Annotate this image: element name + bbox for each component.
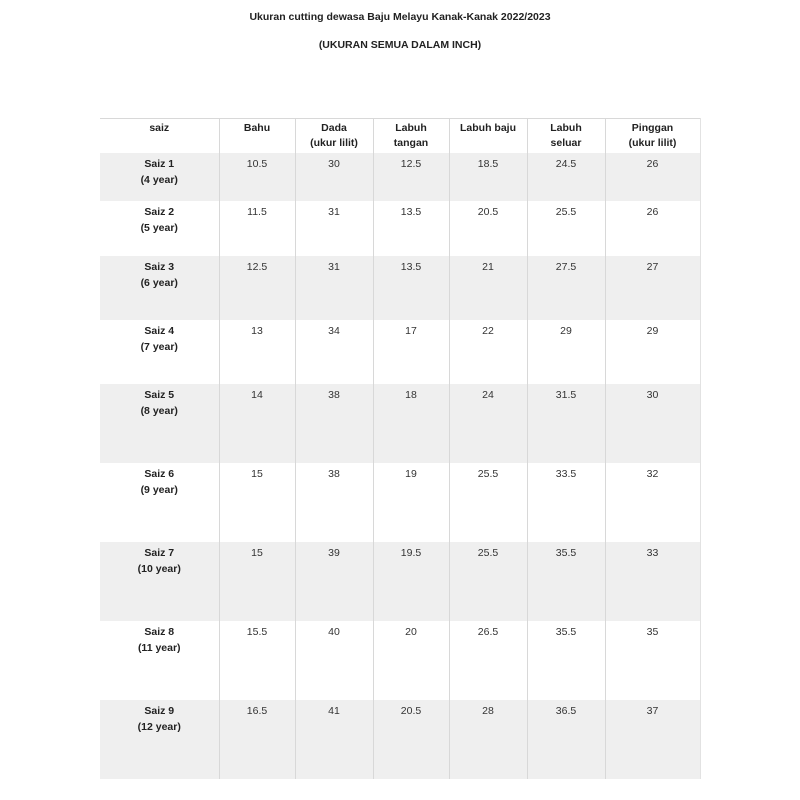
header-text: Labuh <box>395 122 427 134</box>
cell-labuh-seluar: 29 <box>527 320 605 384</box>
cell-bahu: 12.5 <box>219 256 295 320</box>
document-subtitle: (UKURAN SEMUA DALAM INCH) <box>318 39 482 51</box>
cell-labuh-tangan: 19 <box>373 463 449 542</box>
cell-labuh-baju: 21 <box>449 256 527 320</box>
cell-labuh-baju: 26.5 <box>449 621 527 700</box>
cell-pinggan: 33 <box>605 542 700 621</box>
size-label-line: Saiz 4 <box>144 324 175 337</box>
header-text: Labuh <box>550 122 582 134</box>
size-label-line: Saiz 6 <box>144 467 175 480</box>
cell-labuh-tangan: 20.5 <box>373 700 449 779</box>
cell-labuh-seluar: 35.5 <box>527 542 605 621</box>
cell-pinggan: 37 <box>605 700 700 779</box>
cell-bahu: 14 <box>219 384 295 463</box>
cell-labuh-seluar: 24.5 <box>527 153 605 201</box>
cell-labuh-baju: 24 <box>449 384 527 463</box>
cell-labuh-baju: 25.5 <box>449 542 527 621</box>
size-chart-table <box>100 118 701 779</box>
cell-dada: 39 <box>295 542 373 621</box>
header-labuh-baju <box>449 119 527 153</box>
cell-labuh-baju: 18.5 <box>449 153 527 201</box>
header-dada <box>295 119 373 153</box>
table-row <box>100 153 700 201</box>
header-labuh-tangan <box>373 119 449 153</box>
header-text: Labuh baju <box>460 122 516 134</box>
cell-labuh-baju: 22 <box>449 320 527 384</box>
cell-dada: 40 <box>295 621 373 700</box>
cell-labuh-baju: 20.5 <box>449 201 527 256</box>
table-row <box>100 463 700 542</box>
cell-labuh-seluar: 33.5 <box>527 463 605 542</box>
table-row <box>100 256 700 320</box>
cell-labuh-seluar: 25.5 <box>527 201 605 256</box>
cell-dada: 38 <box>295 384 373 463</box>
cell-labuh-seluar: 27.5 <box>527 256 605 320</box>
cell-labuh-tangan: 13.5 <box>373 256 449 320</box>
cell-bahu: 15.5 <box>219 621 295 700</box>
size-label-line: (10 year) <box>137 562 181 575</box>
size-label-line: Saiz 7 <box>144 546 175 559</box>
size-label-line: Saiz 3 <box>144 260 175 273</box>
header-text: seluar <box>550 137 582 149</box>
size-label <box>100 542 219 621</box>
header-row <box>100 119 700 153</box>
cell-labuh-baju: 28 <box>449 700 527 779</box>
size-label <box>100 463 219 542</box>
header-text: Bahu <box>243 122 271 134</box>
table-row <box>100 320 700 384</box>
cell-bahu: 13 <box>219 320 295 384</box>
size-label-line: (12 year) <box>137 720 181 733</box>
size-label-line: (6 year) <box>140 276 178 289</box>
header-text: saiz <box>149 122 170 134</box>
cell-pinggan: 26 <box>605 153 700 201</box>
cell-labuh-tangan: 20 <box>373 621 449 700</box>
size-label <box>100 621 219 700</box>
size-label-line: (5 year) <box>140 221 178 234</box>
header-text: tangan <box>393 137 429 149</box>
cell-bahu: 10.5 <box>219 153 295 201</box>
header-text: (ukur lilit) <box>310 137 358 149</box>
document-title: Ukuran cutting dewasa Baju Melayu Kanak-Kanak 2022/2023 <box>249 11 551 23</box>
table-row <box>100 384 700 463</box>
cell-pinggan: 29 <box>605 320 700 384</box>
size-label-line: Saiz 2 <box>144 205 175 218</box>
size-label-line: (11 year) <box>137 641 181 654</box>
table-row <box>100 201 700 256</box>
size-label <box>100 256 219 320</box>
size-label <box>100 320 219 384</box>
size-label-line: Saiz 9 <box>144 704 175 717</box>
cell-labuh-seluar: 35.5 <box>527 621 605 700</box>
table-row <box>100 621 700 700</box>
cell-labuh-baju: 25.5 <box>449 463 527 542</box>
cell-labuh-tangan: 17 <box>373 320 449 384</box>
size-label <box>100 384 219 463</box>
header-pinggan <box>605 119 700 153</box>
size-label-line: (9 year) <box>140 483 178 496</box>
cell-labuh-tangan: 18 <box>373 384 449 463</box>
cell-dada: 38 <box>295 463 373 542</box>
cell-bahu: 15 <box>219 542 295 621</box>
header-bahu <box>219 119 295 153</box>
table-row <box>100 700 700 779</box>
size-label-line: Saiz 1 <box>144 157 175 170</box>
table-row <box>100 542 700 621</box>
header-saiz <box>100 119 219 153</box>
size-label-line: (4 year) <box>140 173 178 186</box>
cell-labuh-seluar: 36.5 <box>527 700 605 779</box>
cell-bahu: 11.5 <box>219 201 295 256</box>
size-label-line: Saiz 5 <box>144 388 175 401</box>
size-label-line: Saiz 8 <box>144 625 175 638</box>
cell-bahu: 15 <box>219 463 295 542</box>
cell-pinggan: 35 <box>605 621 700 700</box>
cell-pinggan: 30 <box>605 384 700 463</box>
header-labuh-seluar <box>527 119 605 153</box>
header-text: Dada <box>321 122 347 134</box>
cell-bahu: 16.5 <box>219 700 295 779</box>
size-label <box>100 700 219 779</box>
cell-pinggan: 32 <box>605 463 700 542</box>
header-text: Pinggan <box>631 122 674 134</box>
cell-labuh-seluar: 31.5 <box>527 384 605 463</box>
size-label <box>100 153 219 201</box>
size-label-line: (8 year) <box>140 404 178 417</box>
cell-labuh-tangan: 19.5 <box>373 542 449 621</box>
size-label-line: (7 year) <box>140 340 178 353</box>
cell-dada: 41 <box>295 700 373 779</box>
cell-dada: 30 <box>295 153 373 201</box>
header-text: (ukur lilit) <box>628 137 677 149</box>
cell-labuh-tangan: 13.5 <box>373 201 449 256</box>
size-label <box>100 201 219 256</box>
cell-dada: 31 <box>295 201 373 256</box>
cell-dada: 34 <box>295 320 373 384</box>
cell-pinggan: 26 <box>605 201 700 256</box>
cell-dada: 31 <box>295 256 373 320</box>
cell-labuh-tangan: 12.5 <box>373 153 449 201</box>
cell-pinggan: 27 <box>605 256 700 320</box>
